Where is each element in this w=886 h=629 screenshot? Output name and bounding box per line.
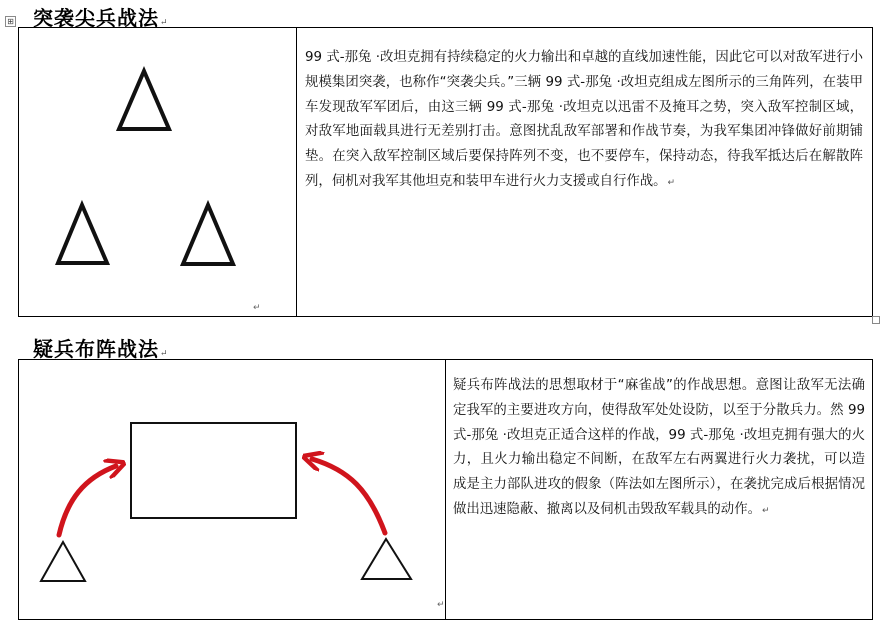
- triangle-bottom-left: [58, 205, 107, 263]
- red-arrow-left: [59, 466, 116, 535]
- section-2-title: 疑兵布阵战法: [33, 337, 159, 361]
- enemy-position-box: [131, 423, 296, 518]
- red-arrow-right: [312, 459, 385, 533]
- feint-formation-diagram: [19, 360, 445, 619]
- triangle-left-flank: [41, 542, 85, 581]
- section-2-paragraph: 疑兵布阵战法的思想取材于“麻雀战”的作战思想。意图让敌军无法确定我军的主要进攻方向，使得敌军处处设防，以至于分散兵力。然 99 式-那兔 ·改坦克正适合这样的作战，99 式-那兔 ·改坦克拥有强大的火力，且火力输出稳定不间断，在敌军左右两翼进行火力袭扰，可以造成是主力部队进攻的假象（阵法如左图所示），在袭扰完成后根据情况做出迅速隐蔽、撤离以及伺机击毁敌军载具的动作。: [453, 378, 865, 517]
- triangle-bottom-right: [183, 205, 233, 264]
- cell-end-mark: ↵: [437, 600, 445, 610]
- table-resize-handle[interactable]: [872, 316, 880, 324]
- cell-end-mark: ↵: [253, 303, 261, 313]
- section-1-text-cell: [296, 28, 872, 316]
- section-1-diagram-cell: [19, 28, 297, 316]
- triangle-right-flank: [362, 539, 411, 579]
- section-2-table: [18, 359, 873, 620]
- triangle-top: [119, 71, 169, 129]
- section-1-table: [18, 27, 873, 317]
- section-1-title: 突袭尖兵战法: [33, 6, 159, 30]
- section-2-text-cell: [445, 360, 872, 619]
- table-move-handle[interactable]: ⊞: [5, 16, 16, 27]
- paragraph-mark: ↵: [761, 505, 770, 516]
- paragraph-mark: ↵: [160, 18, 169, 28]
- section-1-paragraph: 99 式-那兔 ·改坦克拥有持续稳定的火力输出和卓越的直线加速性能，因此它可以对敌军进行小规模集团突袭，也称作“突袭尖兵。”三辆 99 式-那兔 ·改坦克组成左图所示的三角阵列，在装甲车发现敌军军团后，由这三辆 99 式-那兔 ·改坦克以迅雷不及掩耳之势，突入敌军控制区域，对敌军地面载具进行无差别打击。意图扰乱敌军部署和作战节奏，为我军集团冲锋做好前期铺垫。在突入敌军控制区域后要保持阵列不变，也不要停车，保持动态，待我军抵达后在解散阵列，伺机对我军其他坦克和装甲车进行火力支援或自行作战。: [305, 50, 863, 189]
- section-1-text: [305, 46, 863, 196]
- paragraph-mark: ↵: [160, 349, 169, 359]
- section-2-diagram-cell: [19, 360, 446, 619]
- section-2-text: [453, 374, 865, 524]
- triangle-formation-diagram: [19, 28, 296, 316]
- paragraph-mark: ↵: [667, 177, 676, 188]
- section-2-heading: [33, 333, 169, 362]
